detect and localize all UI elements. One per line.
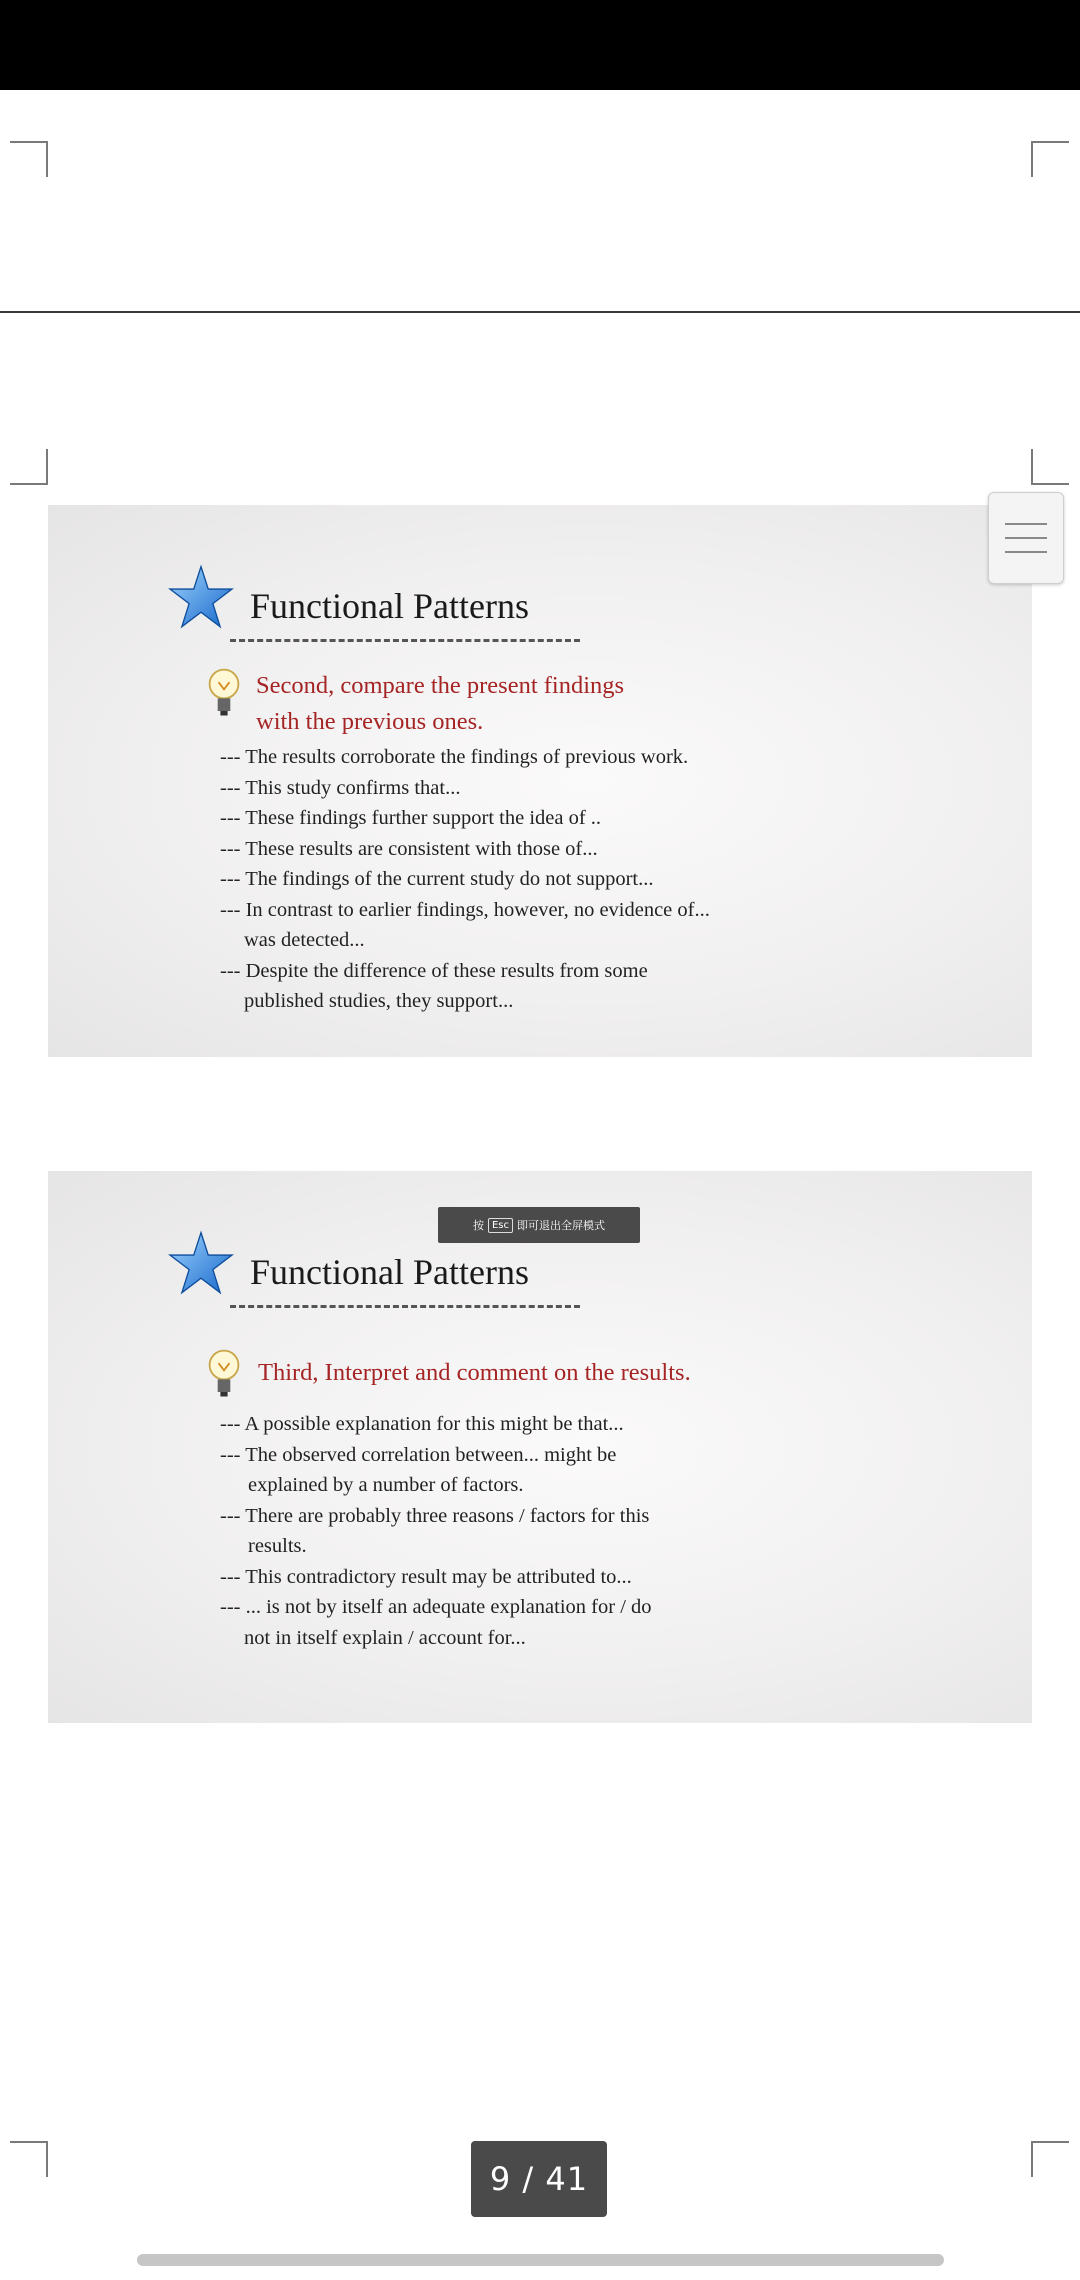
status-bar [0, 0, 1080, 90]
slide-title: Functional Patterns [250, 586, 529, 626]
tip-text-before: 按 [472, 1219, 484, 1232]
menu-button[interactable] [988, 492, 1064, 584]
hamburger-icon-bar [1005, 523, 1047, 525]
phrase-item: --- There are probably three reasons / factors for this [220, 1504, 650, 1527]
slide-second-compare [48, 505, 1032, 1057]
phrase-continuation: results. [248, 1535, 307, 1557]
star-icon [168, 1227, 234, 1299]
phrase-list [220, 1409, 940, 1653]
slide-third-interpret [48, 1171, 1032, 1723]
phrase-item: --- Despite the difference of these results from some [220, 959, 648, 982]
phrase-item: --- This contradictory result may be attributed to... [220, 1565, 632, 1588]
phrase-item: --- In contrast to earlier findings, however, no evidence of... [220, 898, 710, 921]
phrase-item: --- These findings further support the idea of .. [220, 807, 602, 829]
slide-title: Functional Patterns [250, 1252, 529, 1292]
crop-mark-bottom-left [10, 449, 48, 485]
horizontal-scrollbar[interactable] [137, 2254, 944, 2266]
phrase-item: --- The findings of the current study do not support... [220, 868, 654, 890]
phrase-continuation: not in itself explain / account for... [244, 1626, 526, 1649]
subheading [256, 668, 624, 740]
subheading [258, 1355, 691, 1391]
esc-key-label: Esc [488, 1218, 513, 1233]
phrase-list [220, 742, 940, 1017]
tip-text-after: 即可退出全屏模式 [517, 1219, 606, 1232]
phrase-continuation: was detected... [244, 929, 365, 951]
title-underline [230, 639, 580, 642]
crop-mark-top-left [10, 2141, 48, 2177]
crop-mark-bottom-right [1031, 449, 1069, 485]
page-indicator: 9 / 41 [471, 2141, 607, 2217]
exit-fullscreen-tip [438, 1207, 640, 1243]
phrase-item: --- This study confirms that... [220, 776, 461, 799]
phrase-continuation: explained by a number of factors. [248, 1474, 524, 1496]
phrase-item: --- The observed correlation between... might be [220, 1443, 617, 1466]
star-icon [168, 561, 234, 633]
hamburger-icon-bar [1005, 551, 1047, 553]
subheading-line: with the previous ones. [256, 708, 484, 735]
crop-mark-top-left [10, 141, 48, 177]
subheading-line: Third, Interpret and comment on the results. [258, 1359, 691, 1386]
phrase-continuation: published studies, they support... [244, 990, 514, 1012]
hamburger-icon-bar [1005, 537, 1047, 539]
phrase-item: --- ... is not by itself an adequate explanation for / do [220, 1596, 652, 1618]
lightbulb-icon [206, 1346, 242, 1402]
subheading-line: Second, compare the present findings [256, 672, 625, 699]
title-underline [230, 1305, 580, 1308]
phrase-item: --- These results are consistent with those of... [220, 837, 598, 860]
crop-mark-top-right [1031, 141, 1069, 177]
phrase-item: --- The results corroborate the findings of previous work. [220, 746, 689, 768]
page-divider [0, 311, 1080, 313]
lightbulb-icon [206, 665, 242, 721]
phrase-item: --- A possible explanation for this might be that... [220, 1413, 624, 1435]
crop-mark-top-right [1031, 2141, 1069, 2177]
